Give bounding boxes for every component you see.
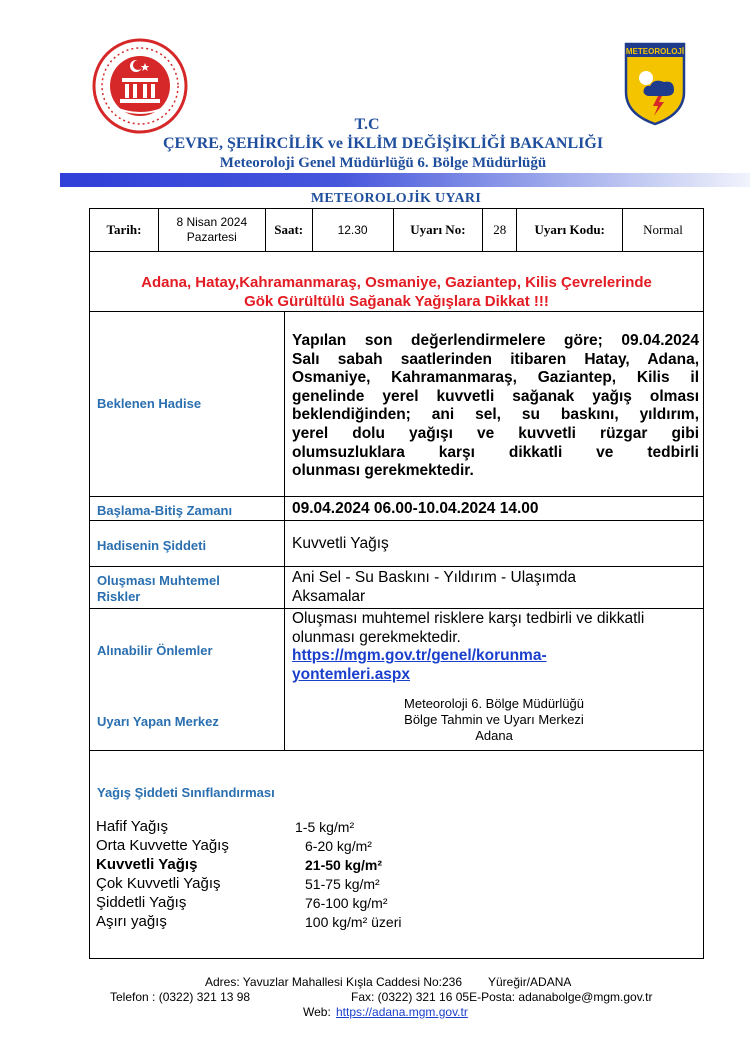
row-divider <box>90 566 703 567</box>
expected-line: genelinde yerel kuvvetli sağanak yağış olması <box>292 387 699 405</box>
expected-line: Yapılan son değerlendirmelere göre; 09.04.2024 <box>292 332 699 349</box>
severity-label: Hadisenin Şiddeti <box>97 538 207 553</box>
date-value <box>158 209 265 252</box>
measures-line-2: olunması gerekmektedir. <box>292 628 461 646</box>
expected-line: olumsuzluklara karşı dikkatli ve tedbirli <box>292 443 699 461</box>
alert-box <box>89 252 704 312</box>
classification-title: Yağış Şiddeti Sınıflandırması <box>97 785 275 800</box>
risks-label-line-1: Oluşması Muhtemel <box>97 573 220 588</box>
class-name: Aşırı yağış <box>96 913 167 930</box>
date-line-2: Pazartesi <box>186 230 237 244</box>
risks-line-1: Ani Sel - Su Baskını - Yıldırım - Ulaşımda <box>292 569 576 586</box>
time-value: 12.30 <box>312 209 393 252</box>
class-value: 21-50 kg/m² <box>305 857 383 873</box>
alert-line-1: Adana, Hatay,Kahramanmaraş, Osmaniye, Gaziantep, Kilis Çevrelerinde <box>141 274 652 291</box>
measures-label: Alınabilir Önlemler <box>97 643 213 658</box>
footer-web-label: Web: <box>303 1005 331 1019</box>
protection-methods-link-cont[interactable]: yontemleri.aspx <box>292 665 411 683</box>
expected-event-text <box>292 332 699 481</box>
warning-no-value: 28 <box>483 209 517 252</box>
risks-value <box>292 569 576 606</box>
risks-label-line-2: Riskler <box>97 589 141 604</box>
class-name: Çok Kuvvetli Yağış <box>96 875 221 892</box>
class-name: Hafif Yağış <box>96 818 168 835</box>
expected-line: beklendiğinden; ani sel, su baskını, yıldırım, <box>292 406 699 424</box>
protection-methods-link[interactable]: https://mgm.gov.tr/genel/korunma- <box>292 647 547 665</box>
date-label: Tarih: <box>90 209 159 252</box>
ministry-name: ÇEVRE, ŞEHİRCİLİK ve İKLİM DEĞİŞİKLİĞİ BAKANLIĞI <box>162 135 604 152</box>
period-value: 09.04.2024 06.00-10.04.2024 14.00 <box>292 500 539 517</box>
logo-text: METEOROLOJİ <box>625 47 685 56</box>
header-gradient-band <box>60 173 750 187</box>
expected-line: olunması gerekmektedir. <box>292 462 474 480</box>
class-value: 51-75 kg/m² <box>305 876 380 892</box>
class-name: Kuvvetli Yağış <box>96 856 198 873</box>
class-value: 6-20 kg/m² <box>305 838 372 854</box>
center-line-3: Adana <box>475 728 513 743</box>
severity-value: Kuvvetli Yağış <box>292 535 389 552</box>
header-tc: T.C <box>354 116 380 133</box>
risks-line-2: Aksamalar <box>292 587 366 605</box>
footer-phone: Telefon : (0322) 321 13 98 <box>110 990 251 1004</box>
warning-code-label: Uyarı Kodu: <box>517 209 623 252</box>
issuing-center-label: Uyarı Yapan Merkez <box>97 714 219 729</box>
expected-event-label: Beklenen Hadise <box>97 396 202 411</box>
expected-line: Osmaniye, Kahramanmaraş, Gaziantep, Kilis il <box>292 369 699 387</box>
measures-line-1: Oluşması muhtemel risklere karşı tedbirli ve dikkatli <box>292 610 645 627</box>
footer-web-link[interactable]: https://adana.mgm.gov.tr <box>336 1005 468 1019</box>
footer-fax-email: Fax: (0322) 321 16 05E-Posta: adanabolge@mgm.gov.tr <box>351 990 653 1004</box>
risks-label <box>97 573 220 605</box>
alert-headline <box>90 273 703 311</box>
meteoroloji-logo <box>624 42 686 126</box>
expected-line: yerel dolu yağışı ve kuvvetli rüzgar gibi <box>292 424 699 442</box>
center-line-2: Bölge Tahmin ve Uyarı Merkezi <box>404 712 584 727</box>
row-divider <box>90 496 703 497</box>
row-divider <box>90 608 703 609</box>
info-table <box>89 208 704 252</box>
class-value: 100 kg/m² üzeri <box>305 914 402 930</box>
date-line-1: 8 Nisan 2024 <box>176 215 248 229</box>
footer-district: Yüreğir/ADANA <box>488 975 572 989</box>
expected-line: Salı sabah saatlerinden itibaren Hatay, Adana, <box>292 350 699 368</box>
warning-no-label: Uyarı No: <box>393 209 483 252</box>
class-name: Orta Kuvvette Yağış <box>96 837 229 854</box>
period-label: Başlama-Bitiş Zamanı <box>97 503 233 518</box>
directorate-name: Meteoroloji Genel Müdürlüğü 6. Bölge Müdürlüğü <box>219 155 547 171</box>
alert-line-2: Gök Gürültülü Sağanak Yağışlara Dikkat !!! <box>244 293 549 310</box>
column-divider <box>284 312 285 750</box>
issuing-center-value <box>284 696 704 744</box>
warning-code-value: Normal <box>623 209 704 252</box>
class-name: Şiddetli Yağış <box>96 894 187 911</box>
center-line-1: Meteoroloji 6. Bölge Müdürlüğü <box>404 696 584 711</box>
measures-value <box>292 610 700 684</box>
row-divider <box>90 750 703 751</box>
details-box <box>89 312 704 959</box>
class-value: 1-5 kg/m² <box>295 819 355 835</box>
document-title: METEOROLOJİK UYARI <box>310 191 482 206</box>
row-divider <box>90 520 703 521</box>
footer-address: Adres: Yavuzlar Mahallesi Kışla Caddesi No:236 <box>205 975 463 989</box>
class-value: 76-100 kg/m² <box>305 895 388 911</box>
time-label: Saat: <box>265 209 312 252</box>
